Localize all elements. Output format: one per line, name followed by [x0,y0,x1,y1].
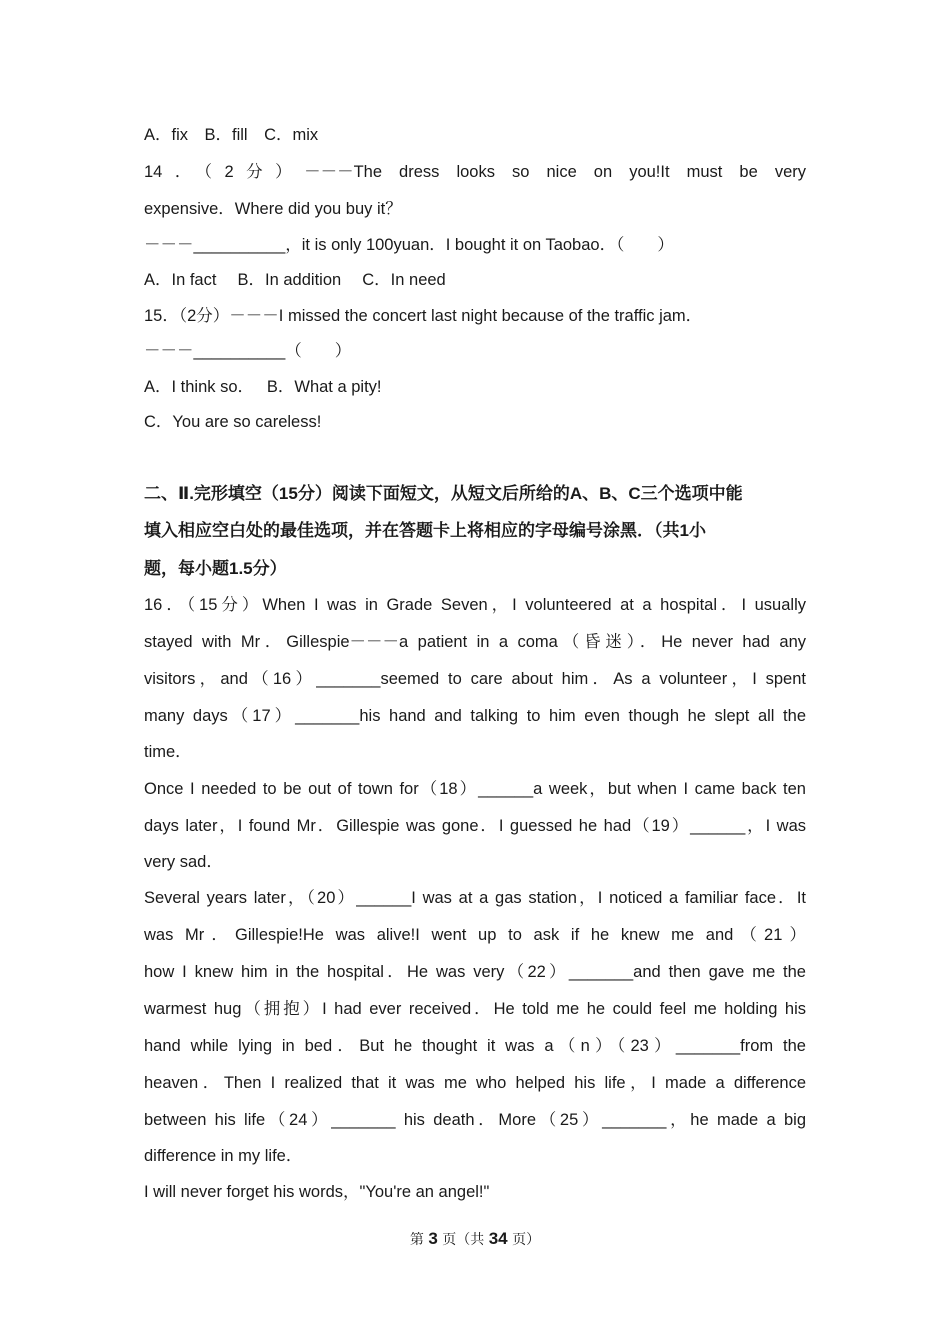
footer-middle: 页（共 [442,1232,485,1248]
q13-options: A．fix B．fill C．mix [144,126,319,144]
passage-p1-line-5: time． [144,743,192,761]
section-heading-line-3: 题，每小题1.5分） [144,558,287,578]
q15-option-c: C．You are so careless! [144,413,322,431]
passage-p3-line-1: Several years later，（20）______I was at a gas station，I noticed a familiar face．It [144,889,806,907]
passage-p1-line-1: 16．（15分）When I was in Grade Seven，I volunteered at a hospital．I usually [144,596,806,614]
passage-p2-line-2: days later，I found Mr．Gillespie was gone．I guessed he had（19）______，I was [144,816,806,835]
q15-options-ab: A．I think so． B．What a pity! [144,377,382,396]
footer-suffix: 页） [512,1232,541,1248]
q14-line-2: expensive．Where did you buy it？ [144,199,402,218]
passage-p3-line-5: hand while lying in bed．But he thought it was a（n）（23）_______from the [144,1037,806,1055]
passage-p4-line-1: I will never forget his words，"You're an angel!" [144,1182,490,1201]
passage-p1-line-4: many days（17）_______his hand and talking to him even though he slept all the [144,707,806,725]
section-heading-line-1: 二、Ⅱ.完形填空（15分）阅读下面短文，从短文后所给的A、B、C三个选项中能 [144,483,743,503]
passage-p3-line-6: heaven．Then I realized that it was me who helped his life，I made a difference [144,1074,806,1092]
passage-p3-line-7: between his life（24）_______ his death．More（25）_______，he made a big [144,1111,806,1129]
passage-p3-line-8: difference in my life． [144,1147,303,1165]
q14-line-3: －－－__________，it is only 100yuan．I bought it on Taobao．（ ） [144,235,674,254]
footer-page-number: 3 [428,1229,438,1248]
passage-p2-line-1: Once I needed to be out of town for（18）______a week，but when I came back ten [144,779,806,798]
passage-p3-line-3: how I knew him in the hospital．He was very（22）_______and then gave me the [144,963,806,981]
section-heading-line-2: 填入相应空白处的最佳选项，并在答题卡上将相应的字母编号涂黑．（共1小 [144,521,706,540]
q14-line-1: 14．（2分）－－－The dress looks so nice on you!It must be very [144,162,806,181]
passage-p2-line-3: very sad． [144,852,223,871]
passage-p3-line-2: was Mr．Gillespie!He was alive!I went up to ask if he knew me and（21） [144,926,806,944]
passage-p1-line-2: stayed with Mr．Gillespie－－－a patient in a coma（昏迷）．He never had any [144,633,806,651]
document-body [144,118,806,1210]
passage-p1-line-3: visitors，and（16）_______seemed to care about him．As a volunteer，I spent [144,670,806,688]
footer-prefix: 第 [409,1232,424,1248]
section-spacer [144,441,806,475]
q15-line-2: －－－__________（ ） [144,342,352,360]
q14-options: A．In fact B．In addition C．In need [144,271,446,289]
q15-line-1: 15．（2分）－－－I missed the concert last night because of the traffic jam． [144,306,703,325]
passage-p3-line-4: warmest hug（拥抱）I had ever received．He told me he could feel me holding his [144,1000,806,1018]
footer-total-pages: 34 [488,1229,508,1248]
page-footer [0,1226,950,1253]
